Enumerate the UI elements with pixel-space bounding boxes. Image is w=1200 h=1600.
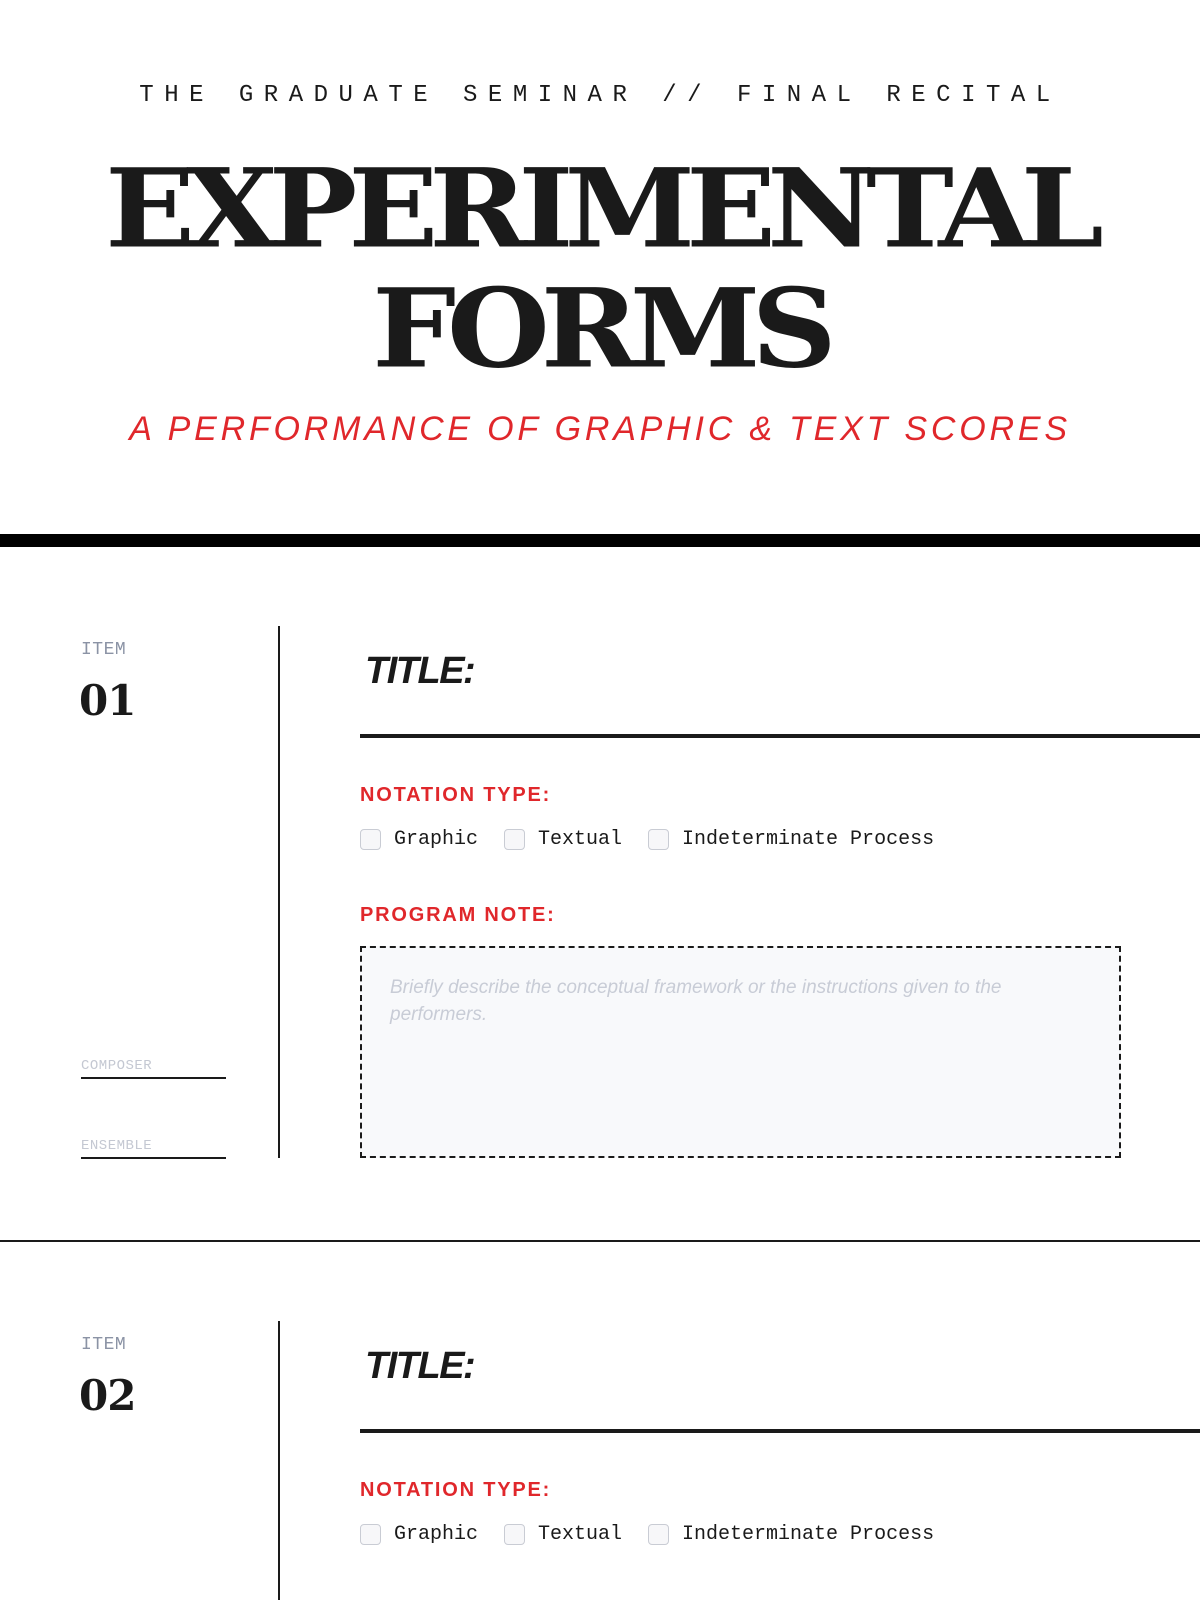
checkbox-graphic[interactable] [360, 829, 381, 850]
program-note-label: PROGRAM NOTE: [360, 904, 556, 926]
notation-options [360, 1523, 960, 1546]
option-label: Graphic [394, 828, 479, 851]
title-label: TITLE: [365, 650, 475, 692]
main-title-line-1: EXPERIMENTAL [105, 144, 1095, 273]
kicker-text: THE GRADUATE SEMINAR // FINAL RECITAL [139, 82, 1061, 109]
program-note-placeholder: Briefly describe the conceptual framework or the instructions given to the performers. [390, 977, 1002, 1025]
title-input-line[interactable] [360, 734, 1200, 738]
item-label: ITEM [81, 1335, 127, 1355]
composer-label: COMPOSER [81, 1058, 153, 1074]
checkbox-textual[interactable] [504, 1524, 525, 1545]
ensemble-field[interactable] [81, 1136, 226, 1159]
option-indeterminate-process[interactable] [648, 1523, 934, 1546]
item-number: 02 [79, 1371, 136, 1420]
item-divider-vertical [278, 1321, 280, 1600]
title-input-line[interactable] [360, 1429, 1200, 1433]
notation-type-label: NOTATION TYPE: [360, 1479, 552, 1501]
option-indeterminate-process[interactable] [648, 828, 934, 851]
item-divider-vertical [278, 626, 280, 1158]
checkbox-indeterminate-process[interactable] [648, 1524, 669, 1545]
notation-options [360, 828, 960, 851]
option-label: Textual [538, 1523, 623, 1546]
item-label: ITEM [81, 640, 127, 660]
checkbox-graphic[interactable] [360, 1524, 381, 1545]
composer-field[interactable] [81, 1056, 226, 1079]
checkbox-textual[interactable] [504, 829, 525, 850]
header-divider [0, 534, 1200, 547]
notation-type-label: NOTATION TYPE: [360, 784, 552, 806]
item-number: 01 [79, 676, 136, 725]
recital-header [0, 0, 1200, 534]
title-label: TITLE: [365, 1345, 475, 1387]
option-label: Graphic [394, 1523, 479, 1546]
main-title-line-2: FORMS [372, 264, 828, 393]
option-graphic[interactable] [360, 828, 478, 851]
option-label: Indeterminate Process [682, 828, 935, 851]
program-note-textarea[interactable] [360, 946, 1121, 1158]
option-textual[interactable] [504, 1523, 622, 1546]
option-label: Indeterminate Process [682, 1523, 935, 1546]
option-graphic[interactable] [360, 1523, 478, 1546]
option-label: Textual [538, 828, 623, 851]
ensemble-label: ENSEMBLE [81, 1138, 153, 1154]
checkbox-indeterminate-process[interactable] [648, 829, 669, 850]
subtitle: A PERFORMANCE OF GRAPHIC & TEXT SCORES [129, 410, 1071, 448]
item-separator [0, 1240, 1200, 1242]
option-textual[interactable] [504, 828, 622, 851]
